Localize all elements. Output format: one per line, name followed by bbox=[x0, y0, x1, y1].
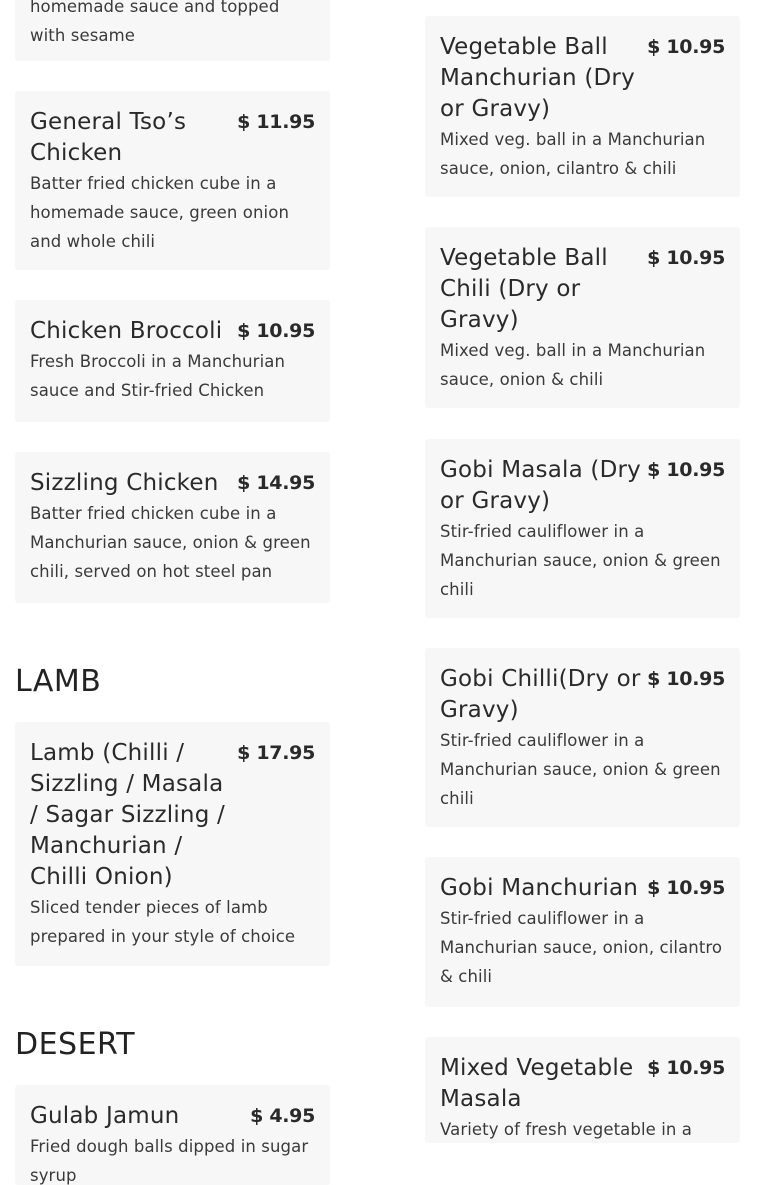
item-price: $ 14.95 bbox=[237, 472, 315, 494]
item-price: $ 10.95 bbox=[647, 668, 725, 690]
item-name: Gobi Masala (Dry or Gravy) bbox=[440, 457, 641, 514]
menu-item-gobi-manchurian bbox=[425, 857, 740, 1007]
menu-item-vegetable-ball-chili bbox=[425, 227, 740, 408]
menu-item-lamb bbox=[15, 722, 330, 966]
item-description: Sliced tender pieces of lamb prepared in your style of choice bbox=[30, 898, 296, 946]
item-description: Stir-fried cauliflower in a Manchurian sauce, onion & green chili bbox=[440, 522, 721, 599]
section-title-lamb: LAMB bbox=[15, 664, 102, 699]
item-name: Sizzling Chicken bbox=[30, 470, 219, 496]
item-name: Chicken Broccoli bbox=[30, 318, 223, 344]
item-description: homemade sauce and topped with sesame bbox=[30, 0, 280, 45]
item-description: Variety of fresh vegetable in a bbox=[440, 1120, 693, 1139]
menu-item-general-tso-chicken bbox=[15, 91, 330, 270]
item-name: Gulab Jamun bbox=[30, 1103, 180, 1129]
item-description: Fried dough balls dipped in sugar syrup bbox=[30, 1137, 309, 1185]
item-price: $ 17.95 bbox=[237, 742, 315, 764]
item-description: Mixed veg. ball in a Manchurian sauce, onion & chili bbox=[440, 341, 706, 389]
item-price: $ 10.95 bbox=[647, 36, 725, 58]
item-price: $ 10.95 bbox=[647, 877, 725, 899]
item-name: Gobi Manchurian bbox=[440, 875, 639, 901]
menu-item-vegetable-ball-manchurian bbox=[425, 16, 740, 197]
menu-item-sizzling-chicken bbox=[15, 452, 330, 603]
menu-item-gulab-jamun bbox=[15, 1085, 330, 1185]
item-name: Vegetable Ball Manchurian (Dry or Gravy) bbox=[440, 34, 635, 122]
item-price: $ 11.95 bbox=[237, 111, 315, 133]
item-description: Fresh Broccoli in a Manchurian sauce and Stir-fried Chicken bbox=[30, 352, 286, 400]
item-price: $ 10.95 bbox=[237, 320, 315, 342]
item-price: $ 10.95 bbox=[647, 247, 725, 269]
item-description: Stir-fried cauliflower in a Manchurian sauce, onion, cilantro & chili bbox=[440, 909, 723, 986]
item-description: Batter fried chicken cube in a homemade sauce, green onion and whole chili bbox=[30, 174, 289, 251]
item-price: $ 4.95 bbox=[250, 1105, 315, 1127]
item-description: Stir-fried cauliflower in a Manchurian sauce, onion & green chili bbox=[440, 731, 721, 808]
menu-item-gobi-chilli bbox=[425, 648, 740, 827]
item-description: Batter fried chicken cube in a Manchurian sauce, onion & green chili, served on hot steel pan bbox=[30, 504, 311, 581]
item-price: $ 10.95 bbox=[647, 1057, 725, 1079]
item-description: Mixed veg. ball in a Manchurian sauce, onion, cilantro & chili bbox=[440, 130, 706, 178]
menu-item-gobi-masala bbox=[425, 439, 740, 618]
item-name: Gobi Chilli(Dry or Gravy) bbox=[440, 666, 641, 723]
menu-item-chicken-broccoli bbox=[15, 300, 330, 422]
item-name: Lamb (Chilli / Sizzling / Masala / Sagar Sizzling / Manchurian / Chilli Onion) bbox=[30, 740, 225, 890]
menu-item-card bbox=[15, 0, 330, 61]
item-name: General Tso’s Chicken bbox=[30, 109, 187, 166]
item-name: Mixed Vegetable Masala bbox=[440, 1055, 634, 1112]
item-price: $ 10.95 bbox=[647, 459, 725, 481]
section-title-desert: DESERT bbox=[15, 1027, 136, 1062]
item-name: Vegetable Ball Chili (Dry or Gravy) bbox=[440, 245, 608, 333]
menu-item-mixed-vegetable-masala bbox=[425, 1037, 740, 1143]
